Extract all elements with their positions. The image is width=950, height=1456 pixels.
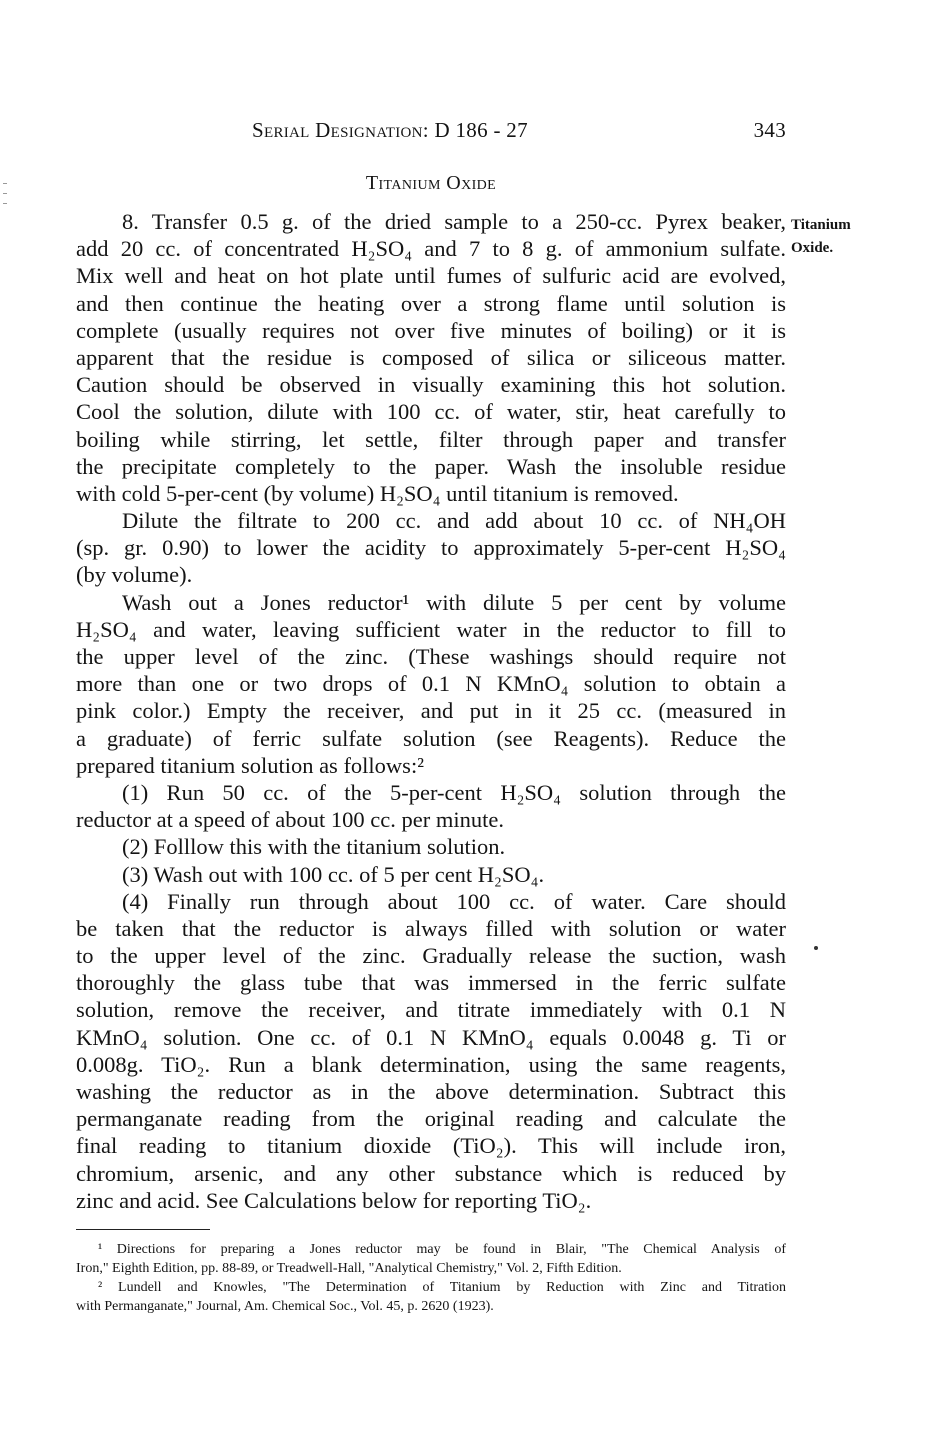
text-line: H₂SO₄ and water, leaving sufficient water in the reductor to fill to (76, 616, 786, 642)
text-line: chromium, arsenic, and any other substance which is reduced by (76, 1160, 786, 1186)
text-line: boiling while stirring, let settle, filter through paper and transfer (76, 426, 786, 452)
text-line: more than one or two drops of 0.1 N KMnO₄ solution to obtain a (76, 671, 786, 697)
text-line: pink color.) Empty the receiver, and put in it 25 cc. (measured in (76, 698, 786, 724)
binding-tick-mark (3, 193, 7, 194)
text-line: to the upper level of the zinc. Gradually release the suction, wash (76, 943, 786, 969)
text-line: complete (usually requires not over five minutes of boiling) or it is (76, 317, 786, 343)
binding-tick-mark (3, 203, 7, 204)
text-line: (2) Folllow this with the titanium solution. (122, 834, 506, 860)
text-line: reductor at a speed of about 100 cc. per minute. (76, 807, 504, 833)
text-line: (by volume). (76, 562, 193, 588)
text-line: be taken that the reductor is always filled with solution or water (76, 915, 786, 941)
margin-note-line: Oxide. (791, 240, 834, 256)
text-line: solution, remove the receiver, and titrate immediately with 0.1 N (76, 997, 786, 1023)
text-line: permanganate reading from the original reading and calculate the (76, 1106, 786, 1132)
text-line: Dilute the filtrate to 200 cc. and add about 10 cc. of NH₄OH (122, 508, 786, 534)
text-line: a graduate) of ferric sulfate solution (see Reagents). Reduce the (76, 725, 786, 751)
text-line: thoroughly the glass tube that was immersed in the ferric sulfate (76, 970, 786, 996)
text-line: (4) Finally run through about 100 cc. of water. Care should (122, 888, 786, 914)
text-line: Cool the solution, dilute with 100 cc. of water, stir, heat carefully to (76, 399, 786, 425)
text-line: add 20 cc. of concentrated H₂SO₄ and 7 to 8 g. of ammonium sulfate. (76, 236, 786, 262)
text-line: prepared titanium solution as follows:² (76, 752, 424, 778)
text-line: washing the reductor as in the above determination. Subtract this (76, 1079, 786, 1104)
binding-tick-mark (3, 183, 7, 184)
text-line: zinc and acid. See Calculations below for reporting TiO₂. (76, 1187, 592, 1213)
text-line: and then continue the heating over a strong flame until solution is (76, 290, 786, 316)
text-line: 8. Transfer 0.5 g. of the dried sample to a 250-cc. Pyrex beaker, (122, 209, 786, 234)
footnote-rule (76, 1229, 210, 1230)
text-line: (1) Run 50 cc. of the 5-per-cent H₂SO₄ solution through the (122, 779, 786, 805)
stray-dot-mark (814, 946, 818, 950)
section-title: Titanium Oxide (365, 172, 497, 194)
serial-designation: Serial Designation: D 186 - 27 (252, 118, 528, 142)
body-text (76, 208, 786, 1214)
text-line: Mix well and heat on hot plate until fumes of sulfuric acid are evolved, (76, 263, 786, 289)
text-line: the precipitate completely to the paper. Wash the insoluble residue (76, 453, 786, 479)
margin-note-line: Titanium (791, 217, 851, 233)
text-line: apparent that the residue is composed of silica or siliceous matter. (76, 344, 786, 370)
text-line: Caution should be observed in visually examining this hot solution. (76, 372, 786, 398)
footnote-line: Iron," Eighth Edition, pp. 88-89, or Treadwell-Hall, "Analytical Chemistry," Vol. 2, Fifth Edition. (76, 1261, 622, 1276)
text-line: final reading to titanium dioxide (TiO₂). This will include iron, (76, 1133, 786, 1159)
footnote-line: ¹ Directions for preparing a Jones reductor may be found in Blair, "The Chemical Analysis of (98, 1242, 786, 1257)
text-line: KMnO₄ solution. One cc. of 0.1 N KMnO₄ equals 0.0048 g. Ti or (76, 1024, 786, 1050)
footnote-line: ² Lundell and Knowles, "The Determination of Titanium by Reduction with Zinc and Titration (98, 1280, 786, 1295)
text-line: the upper level of the zinc. (These washings should require not (76, 644, 786, 669)
footnotes (76, 1240, 786, 1316)
margin-note (791, 214, 881, 260)
text-line: Wash out a Jones reductor¹ with dilute 5 per cent by volume (122, 589, 786, 615)
footnote-line: with Permanganate," Journal, Am. Chemical Soc., Vol. 45, p. 2620 (1923). (76, 1299, 494, 1314)
text-line: with cold 5-per-cent (by volume) H₂SO₄ until titanium is removed. (76, 480, 679, 506)
text-line: (sp. gr. 0.90) to lower the acidity to approximately 5-per-cent H₂SO₄ (76, 535, 786, 561)
text-line: 0.008g. TiO₂. Run a blank determination, using the same reagents, (76, 1051, 786, 1077)
page-number: 343 (753, 118, 786, 142)
text-line: (3) Wash out with 100 cc. of 5 per cent H₂SO₄. (122, 861, 545, 887)
